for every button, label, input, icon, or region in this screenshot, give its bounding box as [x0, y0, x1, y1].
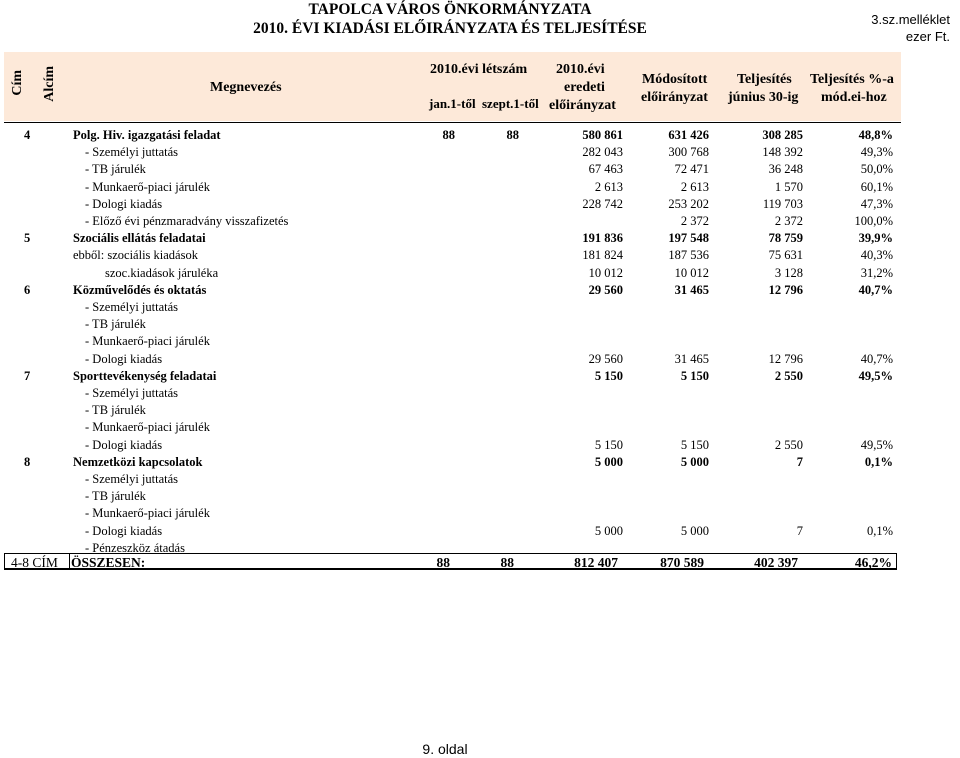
table-row: [0, 385, 905, 402]
unit-label: ezer Ft.: [905, 29, 950, 44]
row-modositott: 197 548: [668, 231, 709, 246]
row-name: - TB járulék: [85, 403, 146, 418]
table-row: [0, 299, 905, 316]
header-alcim: Alcím: [42, 66, 57, 102]
row-pct: 40,7%: [858, 282, 893, 297]
row-eredeti: 29 560: [588, 351, 623, 366]
header-letszam-szept: szept.1-től: [482, 96, 539, 111]
total-modositott: 870 589: [660, 555, 704, 570]
row-teljesites: 2 372: [774, 214, 803, 228]
row-letszam-jan: 88: [442, 128, 455, 142]
row-pct: 48,8%: [858, 128, 893, 142]
header-telj-pct-1: Teljesítés %-a: [810, 72, 894, 87]
row-teljesites: 7: [796, 523, 803, 538]
total-jan: 88: [436, 555, 450, 570]
row-teljesites: 12 796: [768, 282, 803, 297]
row-modositott: 31 465: [674, 351, 709, 366]
total-separator: [69, 554, 70, 569]
row-pct: 49,5%: [860, 437, 893, 452]
row-name: - Dologi kiadás: [85, 523, 163, 538]
table-header: [4, 52, 901, 121]
document-title-line1: TAPOLCA VÁROS ÖNKORMÁNYZATA: [308, 1, 592, 18]
page-number: 9. oldal: [422, 741, 468, 757]
row-name: - Dologi kiadás: [85, 196, 163, 211]
table-row: [0, 454, 905, 471]
row-teljesites: 7: [796, 454, 803, 469]
table-row: [0, 333, 905, 350]
total-cim: 4-8 CÍM: [11, 555, 58, 570]
row-letszam-szept: 88: [506, 128, 519, 142]
row-name: - Munkaerő-piaci járulék: [85, 334, 210, 349]
row-modositott: 5 000: [680, 523, 709, 538]
row-teljesites: 12 796: [768, 351, 803, 366]
row-name: - TB járulék: [85, 317, 146, 332]
row-pct: 39,9%: [858, 231, 893, 246]
table-row: [0, 144, 905, 161]
table-row: [0, 351, 905, 368]
header-eredeti-3: előirányzat: [549, 98, 616, 113]
row-eredeti: 67 463: [588, 162, 623, 177]
total-eredeti: 812 407: [574, 555, 618, 570]
row-teljesites: 36 248: [768, 162, 803, 177]
table-row: [0, 316, 905, 333]
total-teljesites: 402 397: [754, 555, 798, 570]
row-name: - Munkaerő-piaci járulék: [85, 179, 210, 194]
row-cim: 6: [24, 282, 31, 297]
row-name: Polg. Hiv. igazgatási feladat: [73, 128, 221, 142]
row-modositott: 300 768: [668, 145, 709, 160]
total-row: [4, 553, 897, 570]
row-teljesites: 148 392: [762, 145, 803, 160]
row-pct: 100,0%: [854, 214, 893, 228]
row-pct: 0,1%: [866, 523, 893, 538]
row-name: - Munkaerő-piaci járulék: [85, 506, 210, 521]
row-name: Sporttevékenység feladatai: [73, 368, 217, 383]
row-cim: 7: [24, 368, 31, 383]
table-row: [0, 505, 905, 522]
row-eredeti: 29 560: [588, 282, 623, 297]
row-name: - Dologi kiadás: [85, 437, 163, 452]
row-pct: 40,3%: [860, 248, 893, 263]
row-modositott: 31 465: [674, 282, 709, 297]
document-title-line2: 2010. ÉVI KIADÁSI ELŐIRÁNYZATA ÉS TELJESÍTÉSE: [253, 20, 647, 37]
row-modositott: 2 372: [680, 214, 709, 228]
total-szept: 88: [500, 555, 514, 570]
header-telj-pct-2: mód.ei-hoz: [821, 90, 887, 105]
row-eredeti: 5 000: [594, 523, 623, 538]
row-eredeti: 5 150: [594, 437, 623, 452]
row-pct: 49,3%: [860, 145, 893, 160]
header-modositott-2: előirányzat: [641, 90, 708, 105]
row-name: - Pénzeszköz átadás: [85, 540, 185, 555]
row-name: Nemzetközi kapcsolatok: [73, 454, 203, 469]
row-name: - Munkaerő-piaci járulék: [85, 420, 210, 435]
row-name: - Személyi juttatás: [85, 300, 179, 314]
row-pct: 40,7%: [860, 351, 893, 366]
header-modositott-1: Módosított: [642, 72, 708, 87]
row-eredeti: 5 000: [594, 454, 623, 469]
table-row: [0, 247, 905, 264]
row-eredeti: 2 613: [594, 179, 623, 194]
row-name: ebből: szociális kiadások: [73, 248, 198, 263]
row-modositott: 5 150: [680, 368, 709, 383]
row-cim: 4: [24, 128, 31, 142]
row-teljesites: 3 128: [774, 265, 803, 280]
row-modositott: 631 426: [668, 128, 709, 142]
row-pct: 0,1%: [864, 454, 893, 469]
row-teljesites: 2 550: [774, 437, 803, 452]
row-cim: 8: [24, 454, 31, 469]
table-row: [0, 127, 905, 144]
row-modositott: 2 613: [680, 179, 709, 194]
table-row: [0, 471, 905, 488]
row-modositott: 72 471: [674, 162, 709, 177]
row-eredeti: 191 836: [582, 231, 623, 246]
row-modositott: 5 000: [680, 454, 709, 469]
attachment-label: 3.sz.melléklet: [871, 12, 950, 27]
table-row: [0, 213, 905, 230]
row-name: - Előző évi pénzmaradvány visszafizetés: [85, 214, 289, 228]
row-name: - Dologi kiadás: [85, 351, 163, 366]
row-modositott: 10 012: [674, 265, 709, 280]
row-name: - Személyi juttatás: [85, 145, 179, 160]
row-pct: 31,2%: [860, 265, 893, 280]
row-name: - Személyi juttatás: [85, 386, 179, 400]
header-teljesites-1: Teljesítés: [737, 72, 792, 87]
table-row: [0, 419, 905, 436]
row-name: Szociális ellátás feladatai: [73, 231, 206, 246]
table-row: [0, 523, 905, 540]
row-eredeti: 181 824: [582, 248, 623, 263]
row-eredeti: 282 043: [582, 145, 623, 160]
row-name: - TB járulék: [85, 162, 146, 177]
row-teljesites: 308 285: [762, 128, 803, 142]
row-cim: 5: [24, 231, 31, 246]
header-cim: Cím: [10, 70, 25, 96]
row-name: szoc.kiadások járuléka: [105, 265, 219, 280]
table-row: [0, 179, 905, 196]
row-pct: 60,1%: [860, 179, 893, 194]
row-eredeti: 228 742: [582, 196, 623, 211]
table-row: [0, 161, 905, 178]
row-modositott: 5 150: [680, 437, 709, 452]
row-name: - Személyi juttatás: [85, 472, 179, 486]
header-letszam-jan: jan.1-től: [429, 96, 476, 111]
row-eredeti: 5 150: [594, 368, 623, 383]
row-teljesites: 78 759: [768, 231, 803, 246]
row-eredeti: 580 861: [582, 128, 623, 142]
row-modositott: 187 536: [668, 248, 709, 263]
row-pct: 47,3%: [860, 196, 893, 211]
row-pct: 49,5%: [858, 368, 893, 383]
total-label: ÖSSZESEN:: [71, 555, 146, 570]
table-row: [0, 230, 905, 247]
row-pct: 50,0%: [860, 162, 893, 177]
row-name: - TB járulék: [85, 489, 146, 504]
header-divider: [4, 122, 901, 123]
row-name: Közművelődés és oktatás: [73, 282, 207, 297]
table-row: [0, 437, 905, 454]
row-teljesites: 75 631: [768, 248, 803, 263]
row-teljesites: 119 703: [762, 196, 803, 211]
header-teljesites-2: június 30-ig: [728, 90, 799, 105]
table-row: [0, 282, 905, 299]
header-eredeti-1: 2010.évi: [556, 62, 605, 77]
table-row: [0, 265, 905, 282]
table-row: [0, 488, 905, 505]
row-teljesites: 2 550: [774, 368, 803, 383]
table-row: [0, 368, 905, 385]
row-teljesites: 1 570: [774, 179, 803, 194]
row-eredeti: 10 012: [588, 265, 623, 280]
header-eredeti-2: eredeti: [564, 80, 605, 95]
row-modositott: 253 202: [668, 196, 709, 211]
header-letszam: 2010.évi létszám: [430, 62, 528, 77]
table-row: [0, 196, 905, 213]
header-megnevezes: Megnevezés: [210, 80, 282, 95]
total-pct: 46,2%: [854, 555, 892, 570]
table-row: [0, 402, 905, 419]
